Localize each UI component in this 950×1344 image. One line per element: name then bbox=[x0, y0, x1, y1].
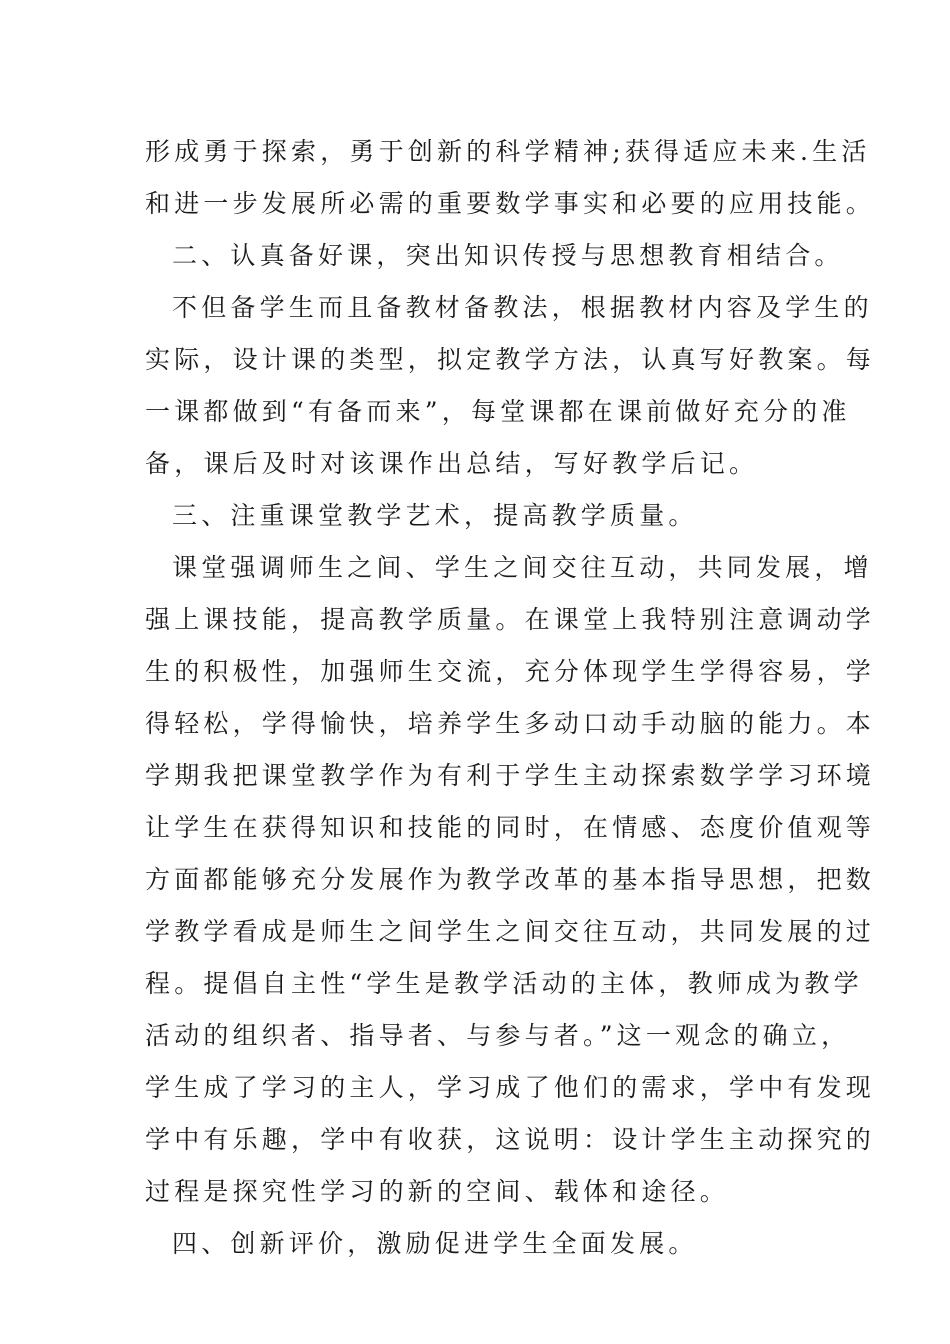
section-heading: 四、创新评价，激励促进学生全面发展。 bbox=[172, 1229, 698, 1258]
text-line: 不但备学生而且备教材备教法，根据教材内容及学生的 bbox=[172, 293, 873, 322]
text-line: 学中有乐趣，学中有收获，这说明：设计学生主动探究的 bbox=[145, 1125, 876, 1154]
text-line: 课堂强调师生之间、学生之间交往互动，共同发展，增 bbox=[172, 553, 873, 582]
text-line: 生的积极性，加强师生交流，充分体现学生学得容易，学 bbox=[145, 657, 876, 686]
section-heading: 三、注重课堂教学艺术，提高教学质量。 bbox=[172, 501, 698, 530]
text-line: 备，课后及时对该课作出总结，写好教学后记。 bbox=[145, 449, 759, 478]
text-line: 学期我把课堂教学作为有利于学生主动探索数学学习环境 bbox=[145, 761, 876, 790]
text-line: 活动的组织者、指导者、与参与者。”这一观念的确立， bbox=[145, 1021, 851, 1050]
text-line: 学生成了学习的主人，学习成了他们的需求，学中有发现 bbox=[145, 1073, 876, 1102]
text-line: 让学生在获得知识和技能的同时，在情感、态度价值观等 bbox=[145, 813, 876, 842]
text-line: 过程是探究性学习的新的空间、载体和途径。 bbox=[145, 1177, 730, 1206]
text-line: 得轻松，学得愉快，培养学生多动口动手动脑的能力。本 bbox=[145, 709, 876, 738]
text-line: 和进一步发展所必需的重要数学事实和必要的应用技能。 bbox=[145, 189, 876, 218]
text-line: 学教学看成是师生之间学生之间交往互动，共同发展的过 bbox=[145, 917, 876, 946]
text-line: 方面都能够充分发展作为教学改革的基本指导思想，把数 bbox=[145, 865, 876, 894]
text-line: 强上课技能，提高教学质量。在课堂上我特别注意调动学 bbox=[145, 605, 876, 634]
text-line: 程。提倡自主性“学生是教学活动的主体，教师成为教学 bbox=[145, 969, 863, 998]
text-line: 实际，设计课的类型，拟定教学方法，认真写好教案。每 bbox=[145, 345, 876, 374]
section-heading: 二、认真备好课，突出知识传授与思想教育相结合。 bbox=[172, 241, 844, 270]
text-line: 形成勇于探索，勇于创新的科学精神;获得适应未来.生活 bbox=[145, 137, 871, 166]
text-line: 一课都做到“有备而来”，每堂课都在课前做好充分的准 bbox=[145, 397, 851, 426]
